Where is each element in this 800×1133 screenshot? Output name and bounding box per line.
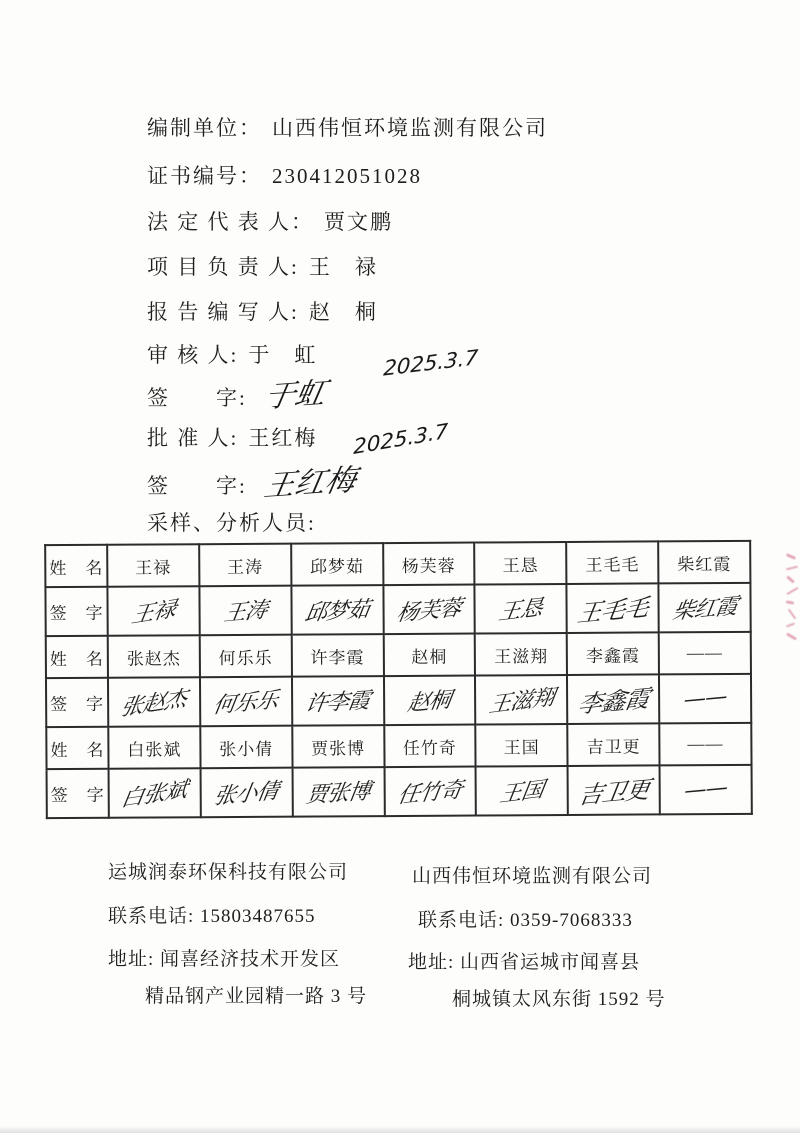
name-cell: 邱梦茹 (291, 543, 383, 586)
name-cell: 许李霞 (291, 634, 383, 677)
signature-cell (291, 585, 383, 635)
name-row-2 (46, 632, 751, 678)
name-cell: 白张斌 (108, 726, 200, 769)
handwritten-signature: 张赵杰 (119, 686, 189, 722)
name-row-1 (45, 541, 750, 587)
name-cell: 赵桐 (383, 634, 475, 677)
handwritten-signature: 柴红霞 (670, 594, 739, 626)
reviewer-handwritten-signature: 于虹 (261, 376, 329, 416)
signature-cell (568, 765, 660, 815)
field-value: 山西伟恒环境监测有限公司 (272, 116, 548, 141)
field-label: 证书编号： (147, 164, 262, 189)
field-label: 审 核 人: (147, 343, 239, 368)
footer-left-phone: 联系电话: 15803487655 (108, 906, 316, 927)
name-cell: 柴红霞 (658, 541, 750, 584)
field-label: 报 告 编 写 人: (147, 300, 299, 325)
handwritten-signature: 王涛 (221, 598, 269, 627)
signature-cell (567, 674, 659, 724)
name-cell: 王毛毛 (566, 541, 658, 584)
signature-cell (476, 766, 568, 816)
name-row-3 (46, 723, 751, 769)
name-cell: 王恳 (475, 542, 567, 585)
footer-left-address1: 地址: 闻喜经济技术开发区 (108, 949, 341, 970)
approver-signature-date: 2025.3.7 (353, 419, 449, 459)
handwritten-signature: 赵桐 (405, 687, 453, 717)
signature-cell (659, 674, 751, 724)
field-value: 230412051028 (272, 164, 422, 189)
signature-cell (292, 767, 384, 817)
signature-cell (475, 584, 567, 634)
row-header-name: 姓 名 (46, 636, 108, 678)
signature-cell (292, 676, 384, 726)
name-cell: 李鑫霞 (567, 632, 659, 675)
signature-row-2 (46, 674, 751, 727)
handwritten-signature: 任竹奇 (395, 777, 464, 809)
signature-cell (107, 586, 199, 636)
approver-handwritten-signature: 王红梅 (261, 463, 359, 505)
field-value: 于 虹 (248, 343, 318, 368)
row-header-sign: 签 字 (45, 587, 107, 636)
footer-right-company: 山西伟恒环境监测有限公司 (412, 866, 653, 887)
signature-cell (199, 586, 291, 636)
row-header-name: 姓 名 (46, 727, 108, 769)
field-value: 王红梅 (248, 426, 318, 451)
name-cell: —— (659, 723, 751, 766)
signature-cell (108, 677, 200, 727)
name-cell: —— (659, 632, 751, 675)
scan-bottom-edge-shadow (0, 1126, 800, 1133)
footer-left-address2: 精品钢产业园精一路 3 号 (145, 986, 368, 1007)
name-cell: 贾张博 (292, 725, 384, 768)
signature-cell (200, 677, 292, 727)
field-label: 签 字: (147, 474, 247, 499)
field-value: 王 禄 (308, 255, 378, 280)
signature-cell (567, 583, 659, 633)
name-cell: 张小倩 (200, 726, 292, 769)
handwritten-signature: 何乐乐 (211, 688, 280, 719)
name-cell: 张赵杰 (108, 635, 200, 678)
handwritten-signature: 贾张博 (304, 779, 372, 809)
field-label: 法 定 代 表 人： (147, 210, 314, 235)
field-label: 批 准 人: (147, 426, 239, 451)
handwritten-signature: 王滋翔 (486, 685, 556, 719)
handwritten-signature: —— (682, 775, 730, 805)
personnel-table (44, 540, 753, 819)
field-label: 签 字: (147, 386, 247, 411)
name-cell: 何乐乐 (200, 635, 292, 678)
field-label: 编制单位： (147, 116, 262, 141)
handwritten-signature: 白张斌 (119, 777, 189, 813)
handwritten-signature: 张小倩 (212, 779, 281, 810)
row-header-sign: 签 字 (46, 678, 108, 727)
red-ink-bleedthrough (783, 546, 800, 676)
signature-row-1 (45, 583, 750, 636)
name-cell: 任竹奇 (384, 725, 476, 768)
handwritten-signature: 吉卫更 (576, 775, 651, 810)
footer-left-company: 运城润泰环保科技有限公司 (108, 862, 349, 883)
name-cell: 王涛 (199, 544, 291, 587)
handwritten-signature: 王恳 (497, 595, 545, 626)
name-cell: 王滋翔 (475, 633, 567, 676)
field-label: 项 目 负 责 人: (147, 255, 299, 280)
handwritten-signature: 许李霞 (303, 688, 372, 718)
personnel-table-wrap (44, 540, 753, 819)
field-value: 贾文鹏 (324, 210, 393, 235)
handwritten-signature: 杨芙蓉 (394, 595, 463, 627)
signature-cell (475, 675, 567, 725)
footer-right-address1: 地址: 山西省运城市闻喜县 (408, 952, 641, 973)
reviewer-signature-date: 2025.3.7 (382, 345, 479, 381)
row-header-name: 姓 名 (45, 545, 107, 587)
signature-cell (660, 765, 752, 815)
signature-row-3 (47, 765, 752, 818)
name-cell: 吉卫更 (567, 723, 659, 766)
signature-cell (384, 767, 476, 817)
signature-cell (109, 768, 201, 818)
signature-cell (384, 676, 476, 726)
footer-right-address2: 桐城镇太风东街 1592 号 (452, 989, 666, 1010)
name-cell: 王禄 (107, 544, 199, 587)
field-value: 赵 桐 (308, 300, 378, 325)
row-header-sign: 签 字 (47, 769, 109, 818)
handwritten-signature: 王国 (498, 777, 546, 808)
handwritten-signature: 李鑫霞 (575, 684, 651, 719)
handwritten-signature: —— (681, 684, 729, 714)
footer-right-phone: 联系电话: 0359-7068333 (418, 910, 633, 931)
name-cell: 王国 (476, 724, 568, 767)
name-cell: 杨芙蓉 (383, 543, 475, 586)
signature-cell (200, 768, 292, 818)
handwritten-signature: 王禄 (129, 597, 177, 629)
handwritten-signature: 王毛毛 (575, 593, 650, 628)
signature-cell (658, 583, 750, 633)
signature-cell (383, 585, 475, 635)
handwritten-signature: 邱梦茹 (303, 597, 371, 627)
field-label: 采样、分析人员: (147, 511, 316, 536)
